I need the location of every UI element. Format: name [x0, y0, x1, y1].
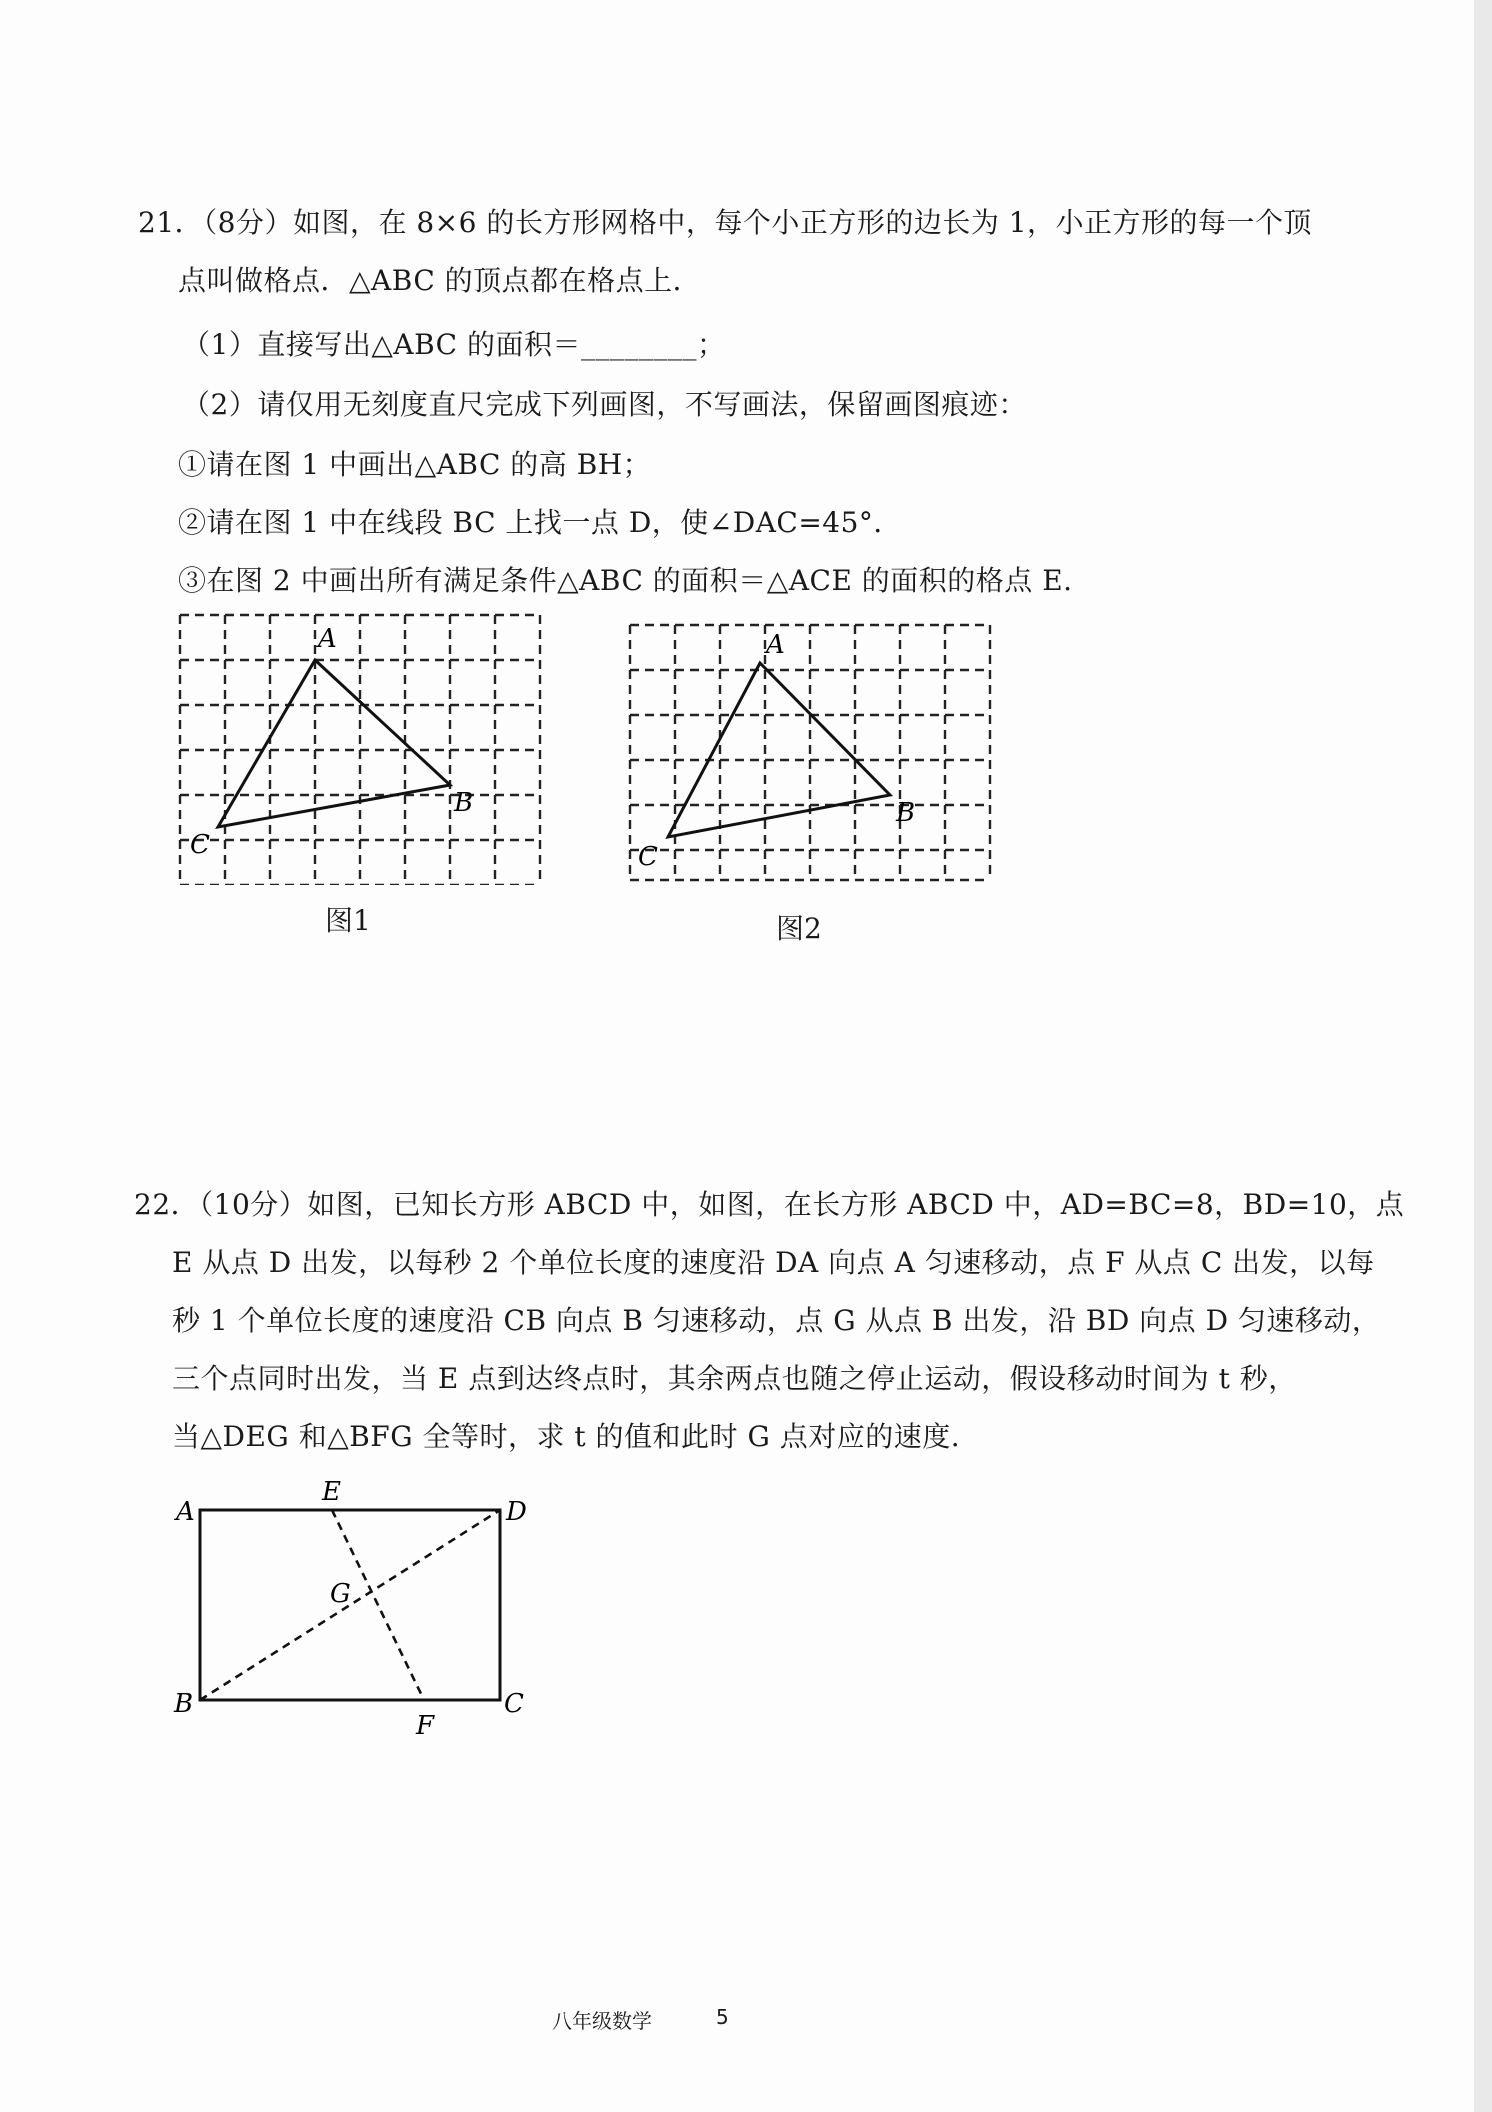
q21-line-1: 21．（8分）如图，在 8×6 的长方形网格中，每个小正方形的边长为 1，小正方形的每一个顶 — [138, 206, 1313, 239]
page-edge — [1474, 0, 1492, 2112]
figure-2-triangle-abc — [668, 663, 890, 837]
figure-1-caption: 图1 — [325, 904, 371, 937]
q21-sub-2: ②请在图 1 中在线段 BC 上找一点 D，使∠DAC=45°． — [178, 506, 902, 539]
q22-line-3: 秒 1 个单位长度的速度沿 CB 向点 B 匀速移动，点 G 从点 B 出发，沿 BD 向点 D 匀速移动， — [172, 1304, 1381, 1337]
figure-2-label-b: B — [896, 798, 916, 828]
q22-label-c: C — [504, 1689, 524, 1719]
q21-part-2: （2）请仅用无刻度直尺完成下列画图，不写画法，保留画图痕迹： — [182, 388, 1027, 421]
q21-part-1: （1）直接写出△ABC 的面积＝________； — [182, 328, 726, 361]
figure-1-label-a: A — [318, 624, 337, 654]
q22-line-1: 22．（10分）如图，已知长方形 ABCD 中，如图，在长方形 ABCD 中，AD=BC=8，BD=10，点 — [134, 1188, 1405, 1221]
q22-line-2: E 从点 D 出发，以每秒 2 个单位长度的速度沿 DA 向点 A 匀速移动，点 F 从点 C 出发，以每 — [172, 1246, 1375, 1279]
figure-2-gridlines — [630, 625, 990, 880]
figure-1-grid — [170, 605, 550, 885]
figure-2-label-c: C — [638, 842, 658, 872]
q22-line-5: 当△DEG 和△BFG 全等时，求 t 的值和此时 G 点对应的速度. — [172, 1420, 961, 1453]
q22-label-d: D — [506, 1497, 527, 1527]
footer-page-number: 5 — [716, 2005, 729, 2029]
figure-1-gridlines — [180, 615, 540, 885]
figure-2-grid — [620, 615, 1000, 895]
q21-sub-3: ③在图 2 中画出所有满足条件△ABC 的面积＝△ACE 的面积的格点 E. — [178, 564, 1073, 597]
q21-line-2: 点叫做格点．△ABC 的顶点都在格点上． — [178, 264, 702, 297]
figure-1-label-b: B — [454, 788, 474, 818]
figure-2-caption: 图2 — [776, 912, 822, 945]
q22-label-e: E — [322, 1480, 341, 1507]
q22-line-4: 三个点同时出发，当 E 点到达终点时，其余两点也随之停止运动，假设移动时间为 t 秒， — [172, 1362, 1297, 1395]
footer-subject: 八年级数学 — [552, 2009, 652, 2033]
q22-label-g: G — [330, 1579, 351, 1609]
q21-sub-1: ①请在图 1 中画出△ABC 的高 BH； — [178, 448, 652, 481]
figure-1-label-c: C — [190, 830, 210, 860]
q22-label-a: A — [176, 1497, 195, 1527]
figure-2-label-a: A — [766, 630, 785, 660]
figure-1-triangle-abc — [218, 660, 450, 827]
q22-label-b: B — [174, 1689, 194, 1719]
q22-rectangle-figure — [170, 1480, 550, 1750]
q22-label-f: F — [416, 1711, 435, 1741]
